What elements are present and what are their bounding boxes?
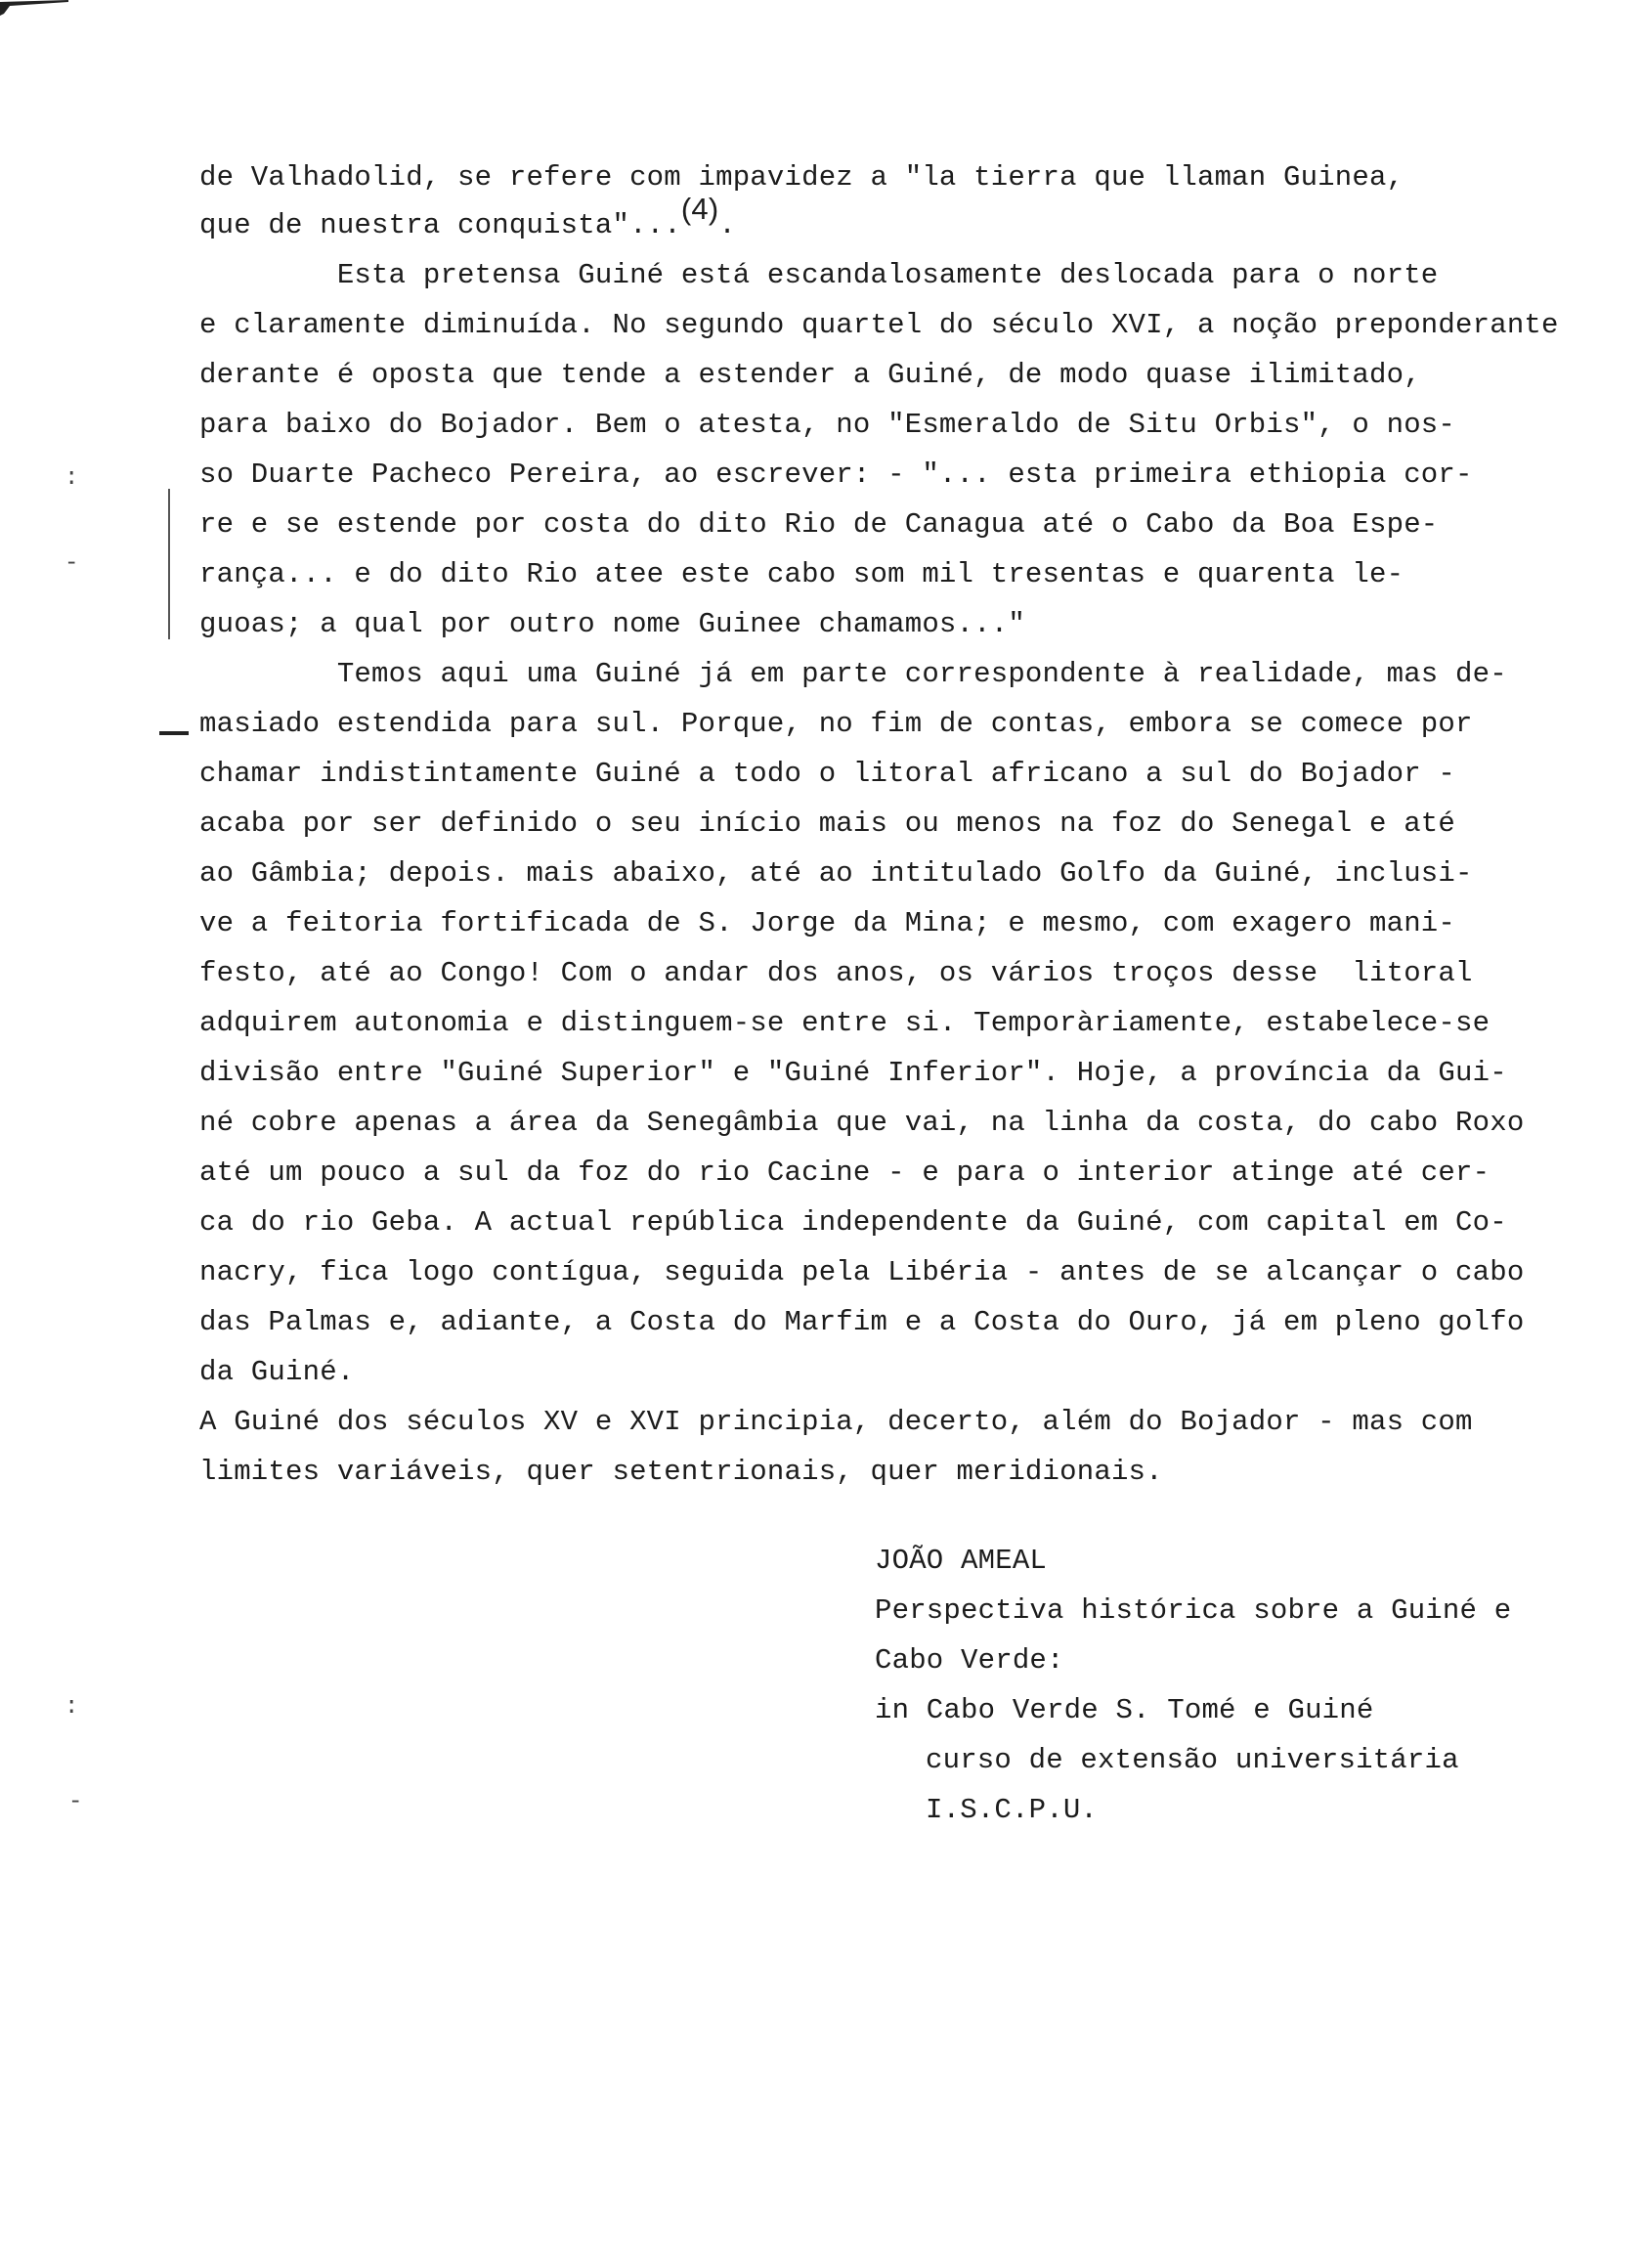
margin-arrow-mark <box>159 731 189 735</box>
text-line: rança... e do dito Rio atee este cabo som mil tresentas e quarenta le- <box>199 558 1404 590</box>
text-line: e claramente diminuída. No segundo quartel do século XVI, a noção preponderante <box>199 309 1559 341</box>
text-line: ca do rio Geba. A actual república independente da Guiné, com capital em Co- <box>199 1206 1507 1239</box>
text-line: ve a feitoria fortificada de S. Jorge da Mina; e mesmo, com exagero mani- <box>199 907 1456 939</box>
text-line: né cobre apenas a área da Senegâmbia que vai, na linha da costa, do cabo Roxo <box>199 1107 1525 1139</box>
text-line: guoas; a qual por outro nome Guinee chamamos..." <box>199 608 1025 640</box>
text-line: Esta pretensa Guiné está escandalosamente deslocada para o norte <box>199 259 1439 291</box>
source-line: curso de extensão universitária <box>926 1744 1459 1776</box>
text-line: ao Gâmbia; depois. mais abaixo, até ao intitulado Golfo da Guiné, inclusi- <box>199 857 1473 890</box>
margin-speck: - <box>68 1789 83 1815</box>
text-line: até um pouco a sul da foz do rio Cacine - e para o interior atinge até cer- <box>199 1156 1491 1189</box>
margin-speck: : <box>65 465 79 492</box>
text-line: acaba por ser definido o seu início mais ou menos na foz do Senegal e até <box>199 807 1456 840</box>
work-title-line: Cabo Verde: <box>875 1644 1064 1677</box>
text-line: das Palmas e, adiante, a Costa do Marfim e a Costa do Ouro, já em pleno golfo <box>199 1306 1525 1338</box>
author-name: JOÃO AMEAL <box>875 1545 1048 1577</box>
scan-corner-mark <box>0 0 68 20</box>
text-line: para baixo do Bojador. Bem o atesta, no "Esmeraldo de Situ Orbis", o nos- <box>199 409 1456 441</box>
text-line: festo, até ao Congo! Com o andar dos anos, os vários troços desse litoral <box>199 957 1473 989</box>
text-line: limites variáveis, quer setentrionais, quer meridionais. <box>199 1456 1163 1488</box>
text-segment: . <box>718 209 736 241</box>
source-line: in Cabo Verde S. Tomé e Guiné <box>875 1694 1374 1726</box>
work-title-line: Perspectiva histórica sobre a Guiné e <box>875 1594 1512 1627</box>
margin-bracket-line <box>168 489 170 639</box>
text-line: da Guiné. <box>199 1356 355 1388</box>
source-line: I.S.C.P.U. <box>926 1794 1099 1826</box>
text-line: nacry, fica logo contígua, seguida pela Libéria - antes de se alcançar o cabo <box>199 1256 1525 1288</box>
text-line: re e se estende por costa do dito Rio de Canagua até o Cabo da Boa Espe- <box>199 508 1439 541</box>
text-line <box>199 192 736 242</box>
margin-speck: : <box>65 1694 79 1721</box>
text-segment: que de nuestra conquista"... <box>199 209 681 241</box>
footnote-reference: (4) <box>680 192 719 226</box>
text-line: chamar indistintamente Guiné a todo o litoral africano a sul do Bojador - <box>199 758 1456 790</box>
text-line: derante é oposta que tende a estender a Guiné, de modo quase ilimitado, <box>199 359 1421 391</box>
text-line: de Valhadolid, se refere com impavidez a "la tierra que llaman Guinea, <box>199 161 1404 194</box>
text-line: Temos aqui uma Guiné já em parte correspondente à realidade, mas de- <box>199 658 1507 690</box>
text-line: A Guiné dos séculos XV e XVI principia, decerto, além do Bojador - mas com <box>199 1406 1473 1438</box>
margin-speck: - <box>65 550 79 577</box>
text-line: masiado estendida para sul. Porque, no fim de contas, embora se comece por <box>199 708 1473 740</box>
text-line: adquirem autonomia e distinguem-se entre si. Temporàriamente, estabelece-se <box>199 1007 1491 1039</box>
text-line: divisão entre "Guiné Superior" e "Guiné Inferior". Hoje, a província da Gui- <box>199 1057 1507 1089</box>
text-line: so Duarte Pacheco Pereira, ao escrever: - "... esta primeira ethiopia cor- <box>199 458 1473 491</box>
